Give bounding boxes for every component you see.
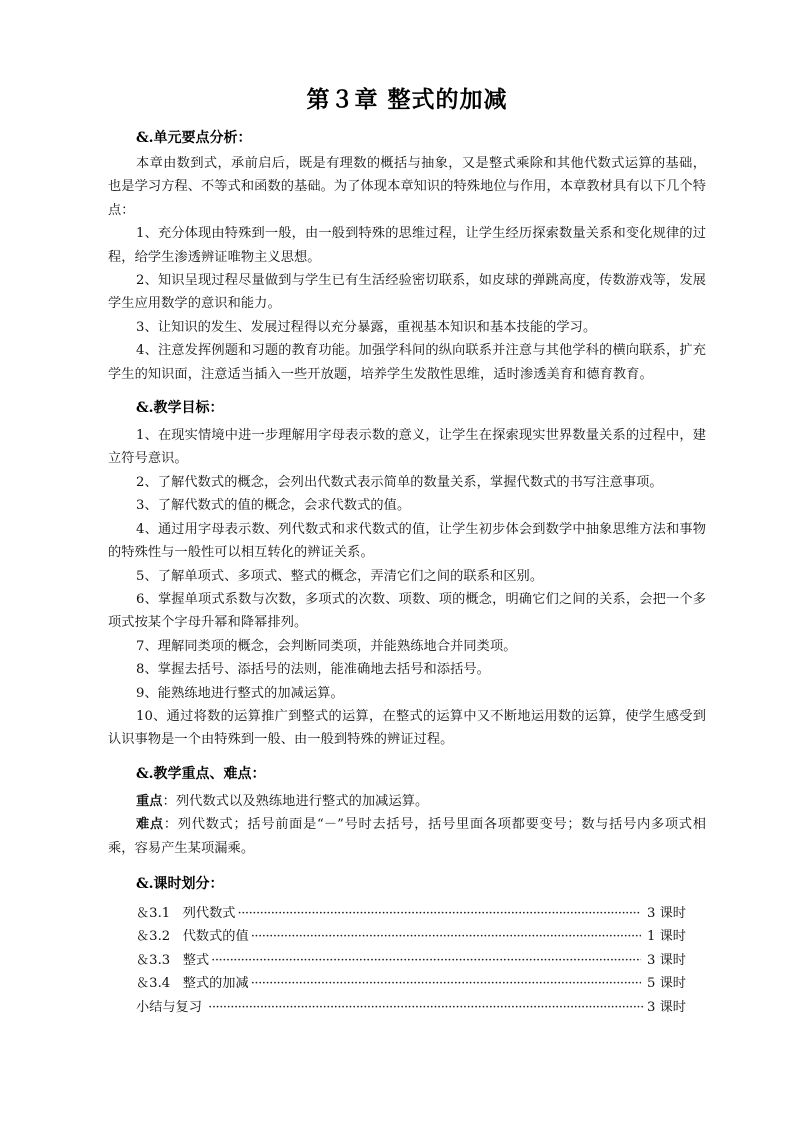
leader-dots [251,925,641,948]
analysis-paragraph: 1、充分体现由特殊到一般，由一般到特殊的思维过程，让学生经历探索数量关系和变化规律的过程，给学生渗透辨证唯物主义思想。 [108,226,706,265]
schedule-item-number: ＆3.4 [136,976,183,992]
goal-item: 1、在现实情境中进一步理解用字母表示数的意义，让学生在探索现实世界数量关系的过程中，建立符号意识。 [108,428,706,467]
schedule-item [136,996,686,1019]
focus-text: ：列代数式以及熟练地进行整式的加减运算。 [162,793,429,809]
difficulty-label: 难点 [136,817,164,833]
goal-item: 10、通过将数的运算推广到整式的运算，在整式的运算中又不断地运用数的运算，使学生感受到认识事物是一个由特殊到一般、由一般到特殊的辨证过程。 [108,708,706,748]
schedule-item-hours: 5 课时 [642,976,686,992]
goal-item: 7、理解同类项的概念，会判断同类项，并能熟练地合并同类项。 [136,638,517,654]
section-heading-schedule: &.课时划分： [136,875,224,892]
section-heading-goals: &.教学目标： [136,400,224,417]
leader-dots [238,902,641,925]
goal-item: 3、了解代数式的值的概念，会求代数式的值。 [136,498,411,514]
schedule-item-hours: 3 课时 [642,905,686,921]
goal-item: 4、通过用字母表示数、列代数式和求代数式的值，让学生初步体会到数学中抽象思维方法和事物的特殊性与一般性可以相互转化的辨证关系。 [108,521,706,561]
schedule-list [108,902,706,1019]
schedule-item [136,972,686,995]
schedule-item-number: ＆3.1 [136,905,183,921]
schedule-item-number: ＆3.2 [136,929,183,945]
section-heading-analysis: &.单元要点分析： [136,130,252,146]
schedule-item-hours: 3 课时 [647,999,686,1015]
difficulty-paragraph [108,813,706,860]
schedule-item-title: 代数式的值 [182,929,249,945]
section-heading-keypoints: &.教学重点、难点： [136,765,266,782]
schedule-item-title: 小结与复习 [136,999,207,1015]
schedule-item-title: 列代数式 [182,905,236,921]
schedule-item-title: 整式的加减 [182,976,249,992]
document-content [108,84,706,1019]
schedule-item-number: ＆3.3 [136,952,183,968]
analysis-paragraph: 2、知识呈现过程尽量做到与学生已有生活经验密切联系，如皮球的弹跳高度，传数游戏等，发展学生应用数学的意识和能力。 [108,273,706,312]
goal-item: 5、了解单项式、多项式、整式的概念，弄清它们之间的联系和区别。 [136,568,544,584]
leader-dots [251,972,641,995]
schedule-item [136,902,686,925]
focus-paragraph [108,790,706,813]
schedule-item [136,925,686,948]
leader-dots [211,949,641,972]
schedule-item-title: 整式 [182,952,210,968]
goal-item: 9、能熟练地进行整式的加减运算。 [136,685,344,701]
leader-dots [208,996,645,1019]
analysis-paragraph: 本章由数到式，承前启后，既是有理数的概括与抽象，又是整式乘除和其他代数式运算的基础，也是学习方程、不等式和函数的基础。为了体现本章知识的特殊地位与作用，本章教材具有以下几个特点： [108,156,706,218]
goal-item: 8、掌握去括号、添括号的法则，能准确地去括号和添括号。 [136,662,490,678]
chapter-title: 第３章 整式的加减 [306,86,508,113]
goal-item: 6、掌握单项式系数与次数，多项式的次数、项数、项的概念，明确它们之间的关系，会把一个多项式按某个字母升幂和降幂排列。 [108,591,706,631]
schedule-item-hours: 1 课时 [642,929,686,945]
analysis-paragraph: 3、让知识的发生、发展过程得以充分暴露，重视基本知识和基本技能的学习。 [136,319,597,335]
schedule-item-hours: 3 课时 [642,952,686,968]
focus-label: 重点 [136,793,163,809]
analysis-paragraph: 4、注意发挥例题和习题的教育功能。加强学科间的纵向联系并注意与其他学科的横向联系，扩充学生的知识面，注意适当插入一些开放题，培养学生发散性思维，适时渗透美育和德育教育。 [108,343,706,382]
goal-item: 2、了解代数式的概念，会列出代数式表示简单的数量关系，掌握代数式的书写注意事项。 [136,474,663,490]
schedule-item [136,949,686,972]
difficulty-text: ：列代数式；括号前面是“－”号时去括号，括号里面各项都要变号；数与括号内多项式相乘，容易产生某项漏乘。 [108,817,707,856]
